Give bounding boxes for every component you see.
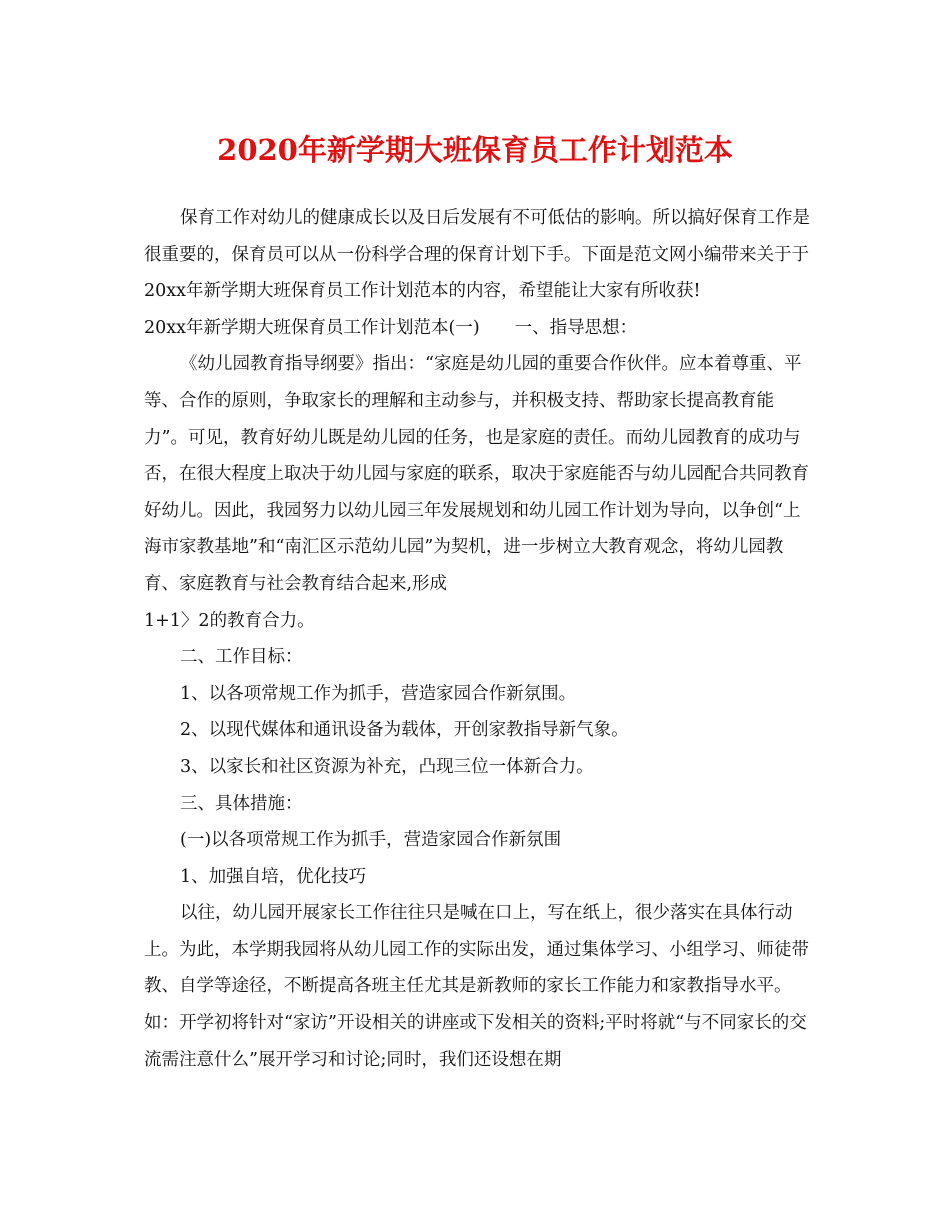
measure-subheading-1: (一)以各项常规工作为抓手，营造家园合作新氛围	[180, 830, 562, 851]
section-heading-line: 20xx年新学期大班保育员工作计划范本(一) 一、指导思想：	[144, 317, 638, 338]
guideline-paragraph-end: 1+1〉2的教育合力。	[144, 610, 315, 631]
goal-item-2: 2、以现代媒体和通讯设备为载体，开创家教指导新气象。	[180, 720, 629, 741]
goal-item-3: 3、以家长和社区资源为补充，凸现三位一体新合力。	[180, 756, 594, 777]
document-body	[144, 200, 814, 1078]
measure-paragraph: 以往，幼儿园开展家长工作往往只是喊在口上，写在纸上，很少落实在具体行动上。为此，本学期我园将从幼儿园工作的实际出发，通过集体学习、小组学习、师徒带教、自学等途径，不断提高各班主任尤其是新教师的家长工作能力和家教指导水平。如：开学初将针对“家访”开设相关的讲座或下发相关的资料;平时将就“与不同家长的交流需注意什么”展开学习和讨论;同时，我们还设想在期	[144, 903, 809, 1070]
goal-item-1: 1、以各项常规工作为抓手，营造家园合作新氛围。	[180, 683, 577, 704]
intro-paragraph: 保育工作对幼儿的健康成长以及日后发展有不可低估的影响。所以搞好保育工作是很重要的，保育员可以从一份科学合理的保育计划下手。下面是范文网小编带来关于于20xx年新学期大班保育员工作计划范本的内容，希望能让大家有所收获!	[144, 208, 810, 302]
document-title: 2020年新学期大班保育员工作计划范本	[217, 133, 733, 167]
section-heading-goals: 二、工作目标：	[180, 647, 303, 668]
guideline-paragraph: 《幼儿园教育指导纲要》指出：“家庭是幼儿园的重要合作伙伴。应本着尊重、平等、合作的原则，争取家长的理解和主动参与，并积极支持、帮助家长提高教育能力”。可见，教育好幼儿既是幼儿园的任务，也是家庭的责任。而幼儿园教育的成功与否，在很大程度上取决于幼儿园与家庭的联系，取决于家庭能否与幼儿园配合共同教育好幼儿。因此，我园努力以幼儿园三年发展规划和幼儿园工作计划为导向，以争创“上海市家教基地”和“南汇区示范幼儿园”为契机，进一步树立大教育观念，将幼儿园教育、家庭教育与社会教育结合起来,形成	[144, 354, 809, 594]
section-heading-measures: 三、具体措施：	[180, 793, 303, 814]
measure-item-1: 1、加强自培，优化技巧	[180, 866, 367, 887]
